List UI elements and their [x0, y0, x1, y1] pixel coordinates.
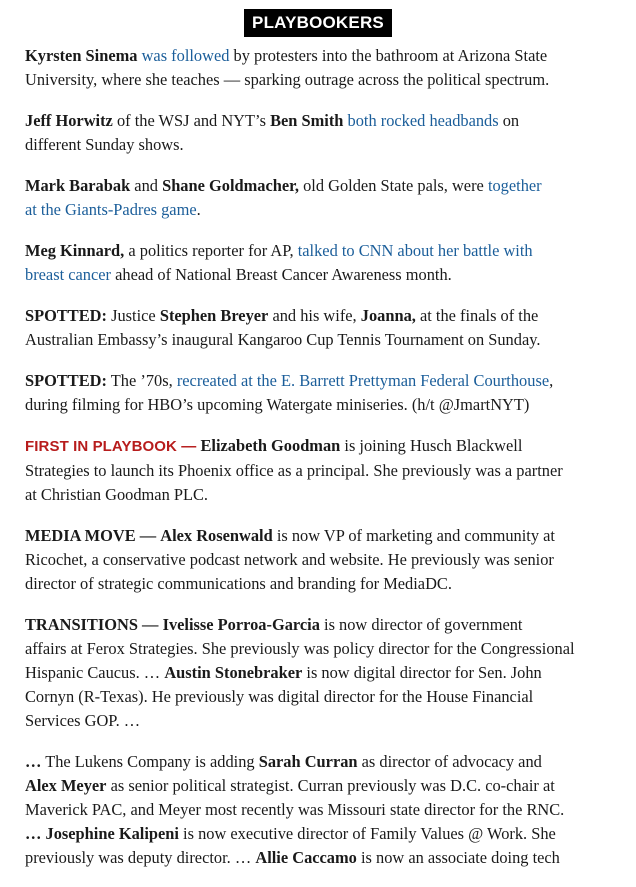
person-name: Alex Rosenwald [160, 526, 273, 545]
person-name: Allie Caccamo [255, 848, 357, 867]
person-name: Mark Barabak [25, 176, 131, 195]
playbookers-badge: PLAYBOOKERS [244, 9, 392, 37]
ellipsis-label: … [25, 752, 42, 771]
link-courthouse[interactable]: recreated at the E. Barrett Prettyman Federal Courthouse [176, 371, 550, 390]
item-transitions: TRANSITIONS — Ivelisse Porroa-Garcia is now director of government affairs at Ferox Strategies. She previously was policy director for the Congressional Hispanic Caucus. … Austin Stonebraker is now digital director for Sen. John Cornyn (R-Texas). He previously was digital director for the House Financial Services GOP. … [25, 615, 575, 730]
item-media-move: MEDIA MOVE — Alex Rosenwald is now VP of marketing and community at Ricochet, a conservative podcast network and website. He previously was senior director of strategic communications and branding for MediaDC. [25, 526, 555, 593]
person-name: Josephine Kalipeni [45, 824, 179, 843]
link-together[interactable]: together [487, 176, 542, 195]
link-talked-to-cnn[interactable]: talked to CNN about her battle with [297, 241, 533, 260]
person-name: Meg Kinnard, [25, 241, 125, 260]
item-breyer: SPOTTED: Justice Stephen Breyer and his wife, Joanna, at the finals of the Australian Embassy’s inaugural Kangaroo Cup Tennis Tournament on Sunday. [25, 306, 541, 349]
section-header [0, 9, 636, 37]
person-name: Jeff Horwitz [25, 111, 113, 130]
person-name: Alex Meyer [25, 776, 107, 795]
person-name: Joanna, [360, 306, 416, 325]
media-move-label: MEDIA MOVE — [25, 526, 157, 545]
person-name: Ivelisse Porroa-Garcia [162, 615, 320, 634]
item-giants: Mark Barabak and Shane Goldmacher, old Golden State pals, were together at the Giants-Padres game. [25, 176, 542, 219]
item-kinnard: Meg Kinnard, a politics reporter for AP, talked to CNN about her battle with breast cancer ahead of National Breast Cancer Awareness month. [25, 241, 533, 284]
link-was-followed[interactable]: was followed [141, 46, 230, 65]
item-headbands: Jeff Horwitz of the WSJ and NYT’s Ben Smith both rocked headbands on different Sunday shows. [25, 111, 520, 154]
item-sinema: Kyrsten Sinema was followed by protesters into the bathroom at Arizona State University, where she teaches — sparking outrage across the political spectrum. [25, 46, 550, 89]
person-name: Kyrsten Sinema [25, 46, 138, 65]
person-name: Ben Smith [270, 111, 344, 130]
transitions-label: TRANSITIONS — [25, 615, 159, 634]
item-seventies: SPOTTED: The ’70s, recreated at the E. Barrett Prettyman Federal Courthouse, during filming for HBO’s upcoming Watergate miniseries. (h/t @JmartNYT) [25, 371, 554, 414]
item-goodman: FIRST IN PLAYBOOK — Elizabeth Goodman is joining Husch Blackwell Strategies to launch its Phoenix office as a principal. She previously was a partner at Christian Goodman PLC. [25, 436, 563, 504]
item-lukens: … The Lukens Company is adding Sarah Curran as director of advocacy and Alex Meyer as senior political strategist. Curran previously was D.C. co-chair at Maverick PAC, and Meyer most recently was Missouri state director for the RNC. … Josephine Kalipeni is now executive director of Family Values @ Work. She previously was deputy director. … Allie Caccamo is now an associate doing tech [25, 752, 565, 867]
spotted-label: SPOTTED: [25, 306, 107, 325]
person-name: Sarah Curran [258, 752, 358, 771]
first-in-playbook-label: FIRST IN PLAYBOOK — [25, 438, 197, 455]
article-body [25, 44, 625, 887]
link-breast-cancer[interactable]: breast cancer [25, 265, 111, 284]
link-giants-padres[interactable]: at the Giants-Padres game [25, 200, 197, 219]
spotted-label: SPOTTED: [25, 371, 107, 390]
person-name: Elizabeth Goodman [200, 436, 341, 455]
person-name: Shane Goldmacher, [162, 176, 299, 195]
link-headbands[interactable]: both rocked headbands [347, 111, 499, 130]
person-name: Stephen Breyer [159, 306, 269, 325]
person-name: Austin Stonebraker [164, 663, 303, 682]
